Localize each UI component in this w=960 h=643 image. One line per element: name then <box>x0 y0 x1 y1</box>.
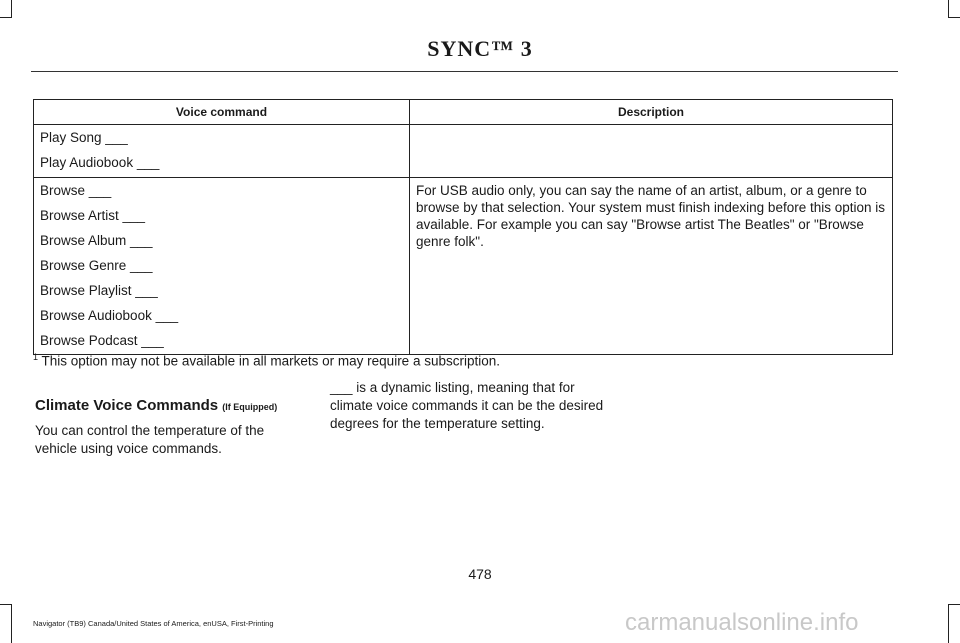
footer-text: Navigator (TB9) Canada/United States of America, enUSA, First-Printing <box>33 619 274 628</box>
page-title: SYNC™ 3 <box>427 36 533 61</box>
command-cell <box>34 125 410 178</box>
crop-mark <box>948 604 949 643</box>
table-row <box>34 178 893 355</box>
description-cell: For USB audio only, you can say the name of an artist, album, or a genre to browse by that selection. Your system must finish indexing before this option is available. For example you can say "Browse artist The Beatles" or "Browse genre folk". <box>410 178 893 355</box>
voice-command: Play Audiobook ___ <box>40 155 160 170</box>
footnote-marker: 1 <box>33 352 39 362</box>
crop-mark <box>948 17 960 18</box>
description-cell <box>410 125 893 178</box>
header-divider <box>31 71 898 72</box>
crop-mark <box>11 604 12 643</box>
voice-command: Browse Audiobook ___ <box>40 308 179 323</box>
column-header-description: Description <box>410 100 893 125</box>
crop-mark <box>0 17 12 18</box>
voice-command: Browse Genre ___ <box>40 258 153 273</box>
voice-command-table <box>33 99 893 355</box>
column-header-voice-command: Voice command <box>34 100 410 125</box>
watermark: carmanualsonline.info <box>625 609 859 636</box>
section-heading <box>35 397 277 414</box>
table-header-row <box>34 100 893 125</box>
voice-command: Play Song ___ <box>40 130 128 145</box>
body-paragraph: ___ is a dynamic listing, meaning that for climate voice commands it can be the desired degrees for the temperature setting. <box>330 380 604 431</box>
voice-command: Browse Album ___ <box>40 233 153 248</box>
command-cell <box>34 178 410 355</box>
crop-mark <box>0 604 12 605</box>
footnote <box>33 352 500 369</box>
section-heading-text: Climate Voice Commands <box>35 397 219 414</box>
crop-mark <box>948 0 949 18</box>
crop-mark <box>948 604 960 605</box>
footnote-text: This option may not be available in all markets or may require a subscription. <box>38 353 500 369</box>
voice-command: Browse Artist ___ <box>40 208 146 223</box>
section-heading-note: (If Equipped) <box>222 402 278 412</box>
page-number: 478 <box>468 566 492 582</box>
table-row <box>34 125 893 178</box>
voice-command: Browse ___ <box>40 183 112 198</box>
crop-mark <box>11 0 12 18</box>
voice-command: Browse Playlist ___ <box>40 283 158 298</box>
voice-command: Browse Podcast ___ <box>40 333 164 348</box>
body-paragraph: You can control the temperature of the vehicle using voice commands. <box>35 423 265 456</box>
